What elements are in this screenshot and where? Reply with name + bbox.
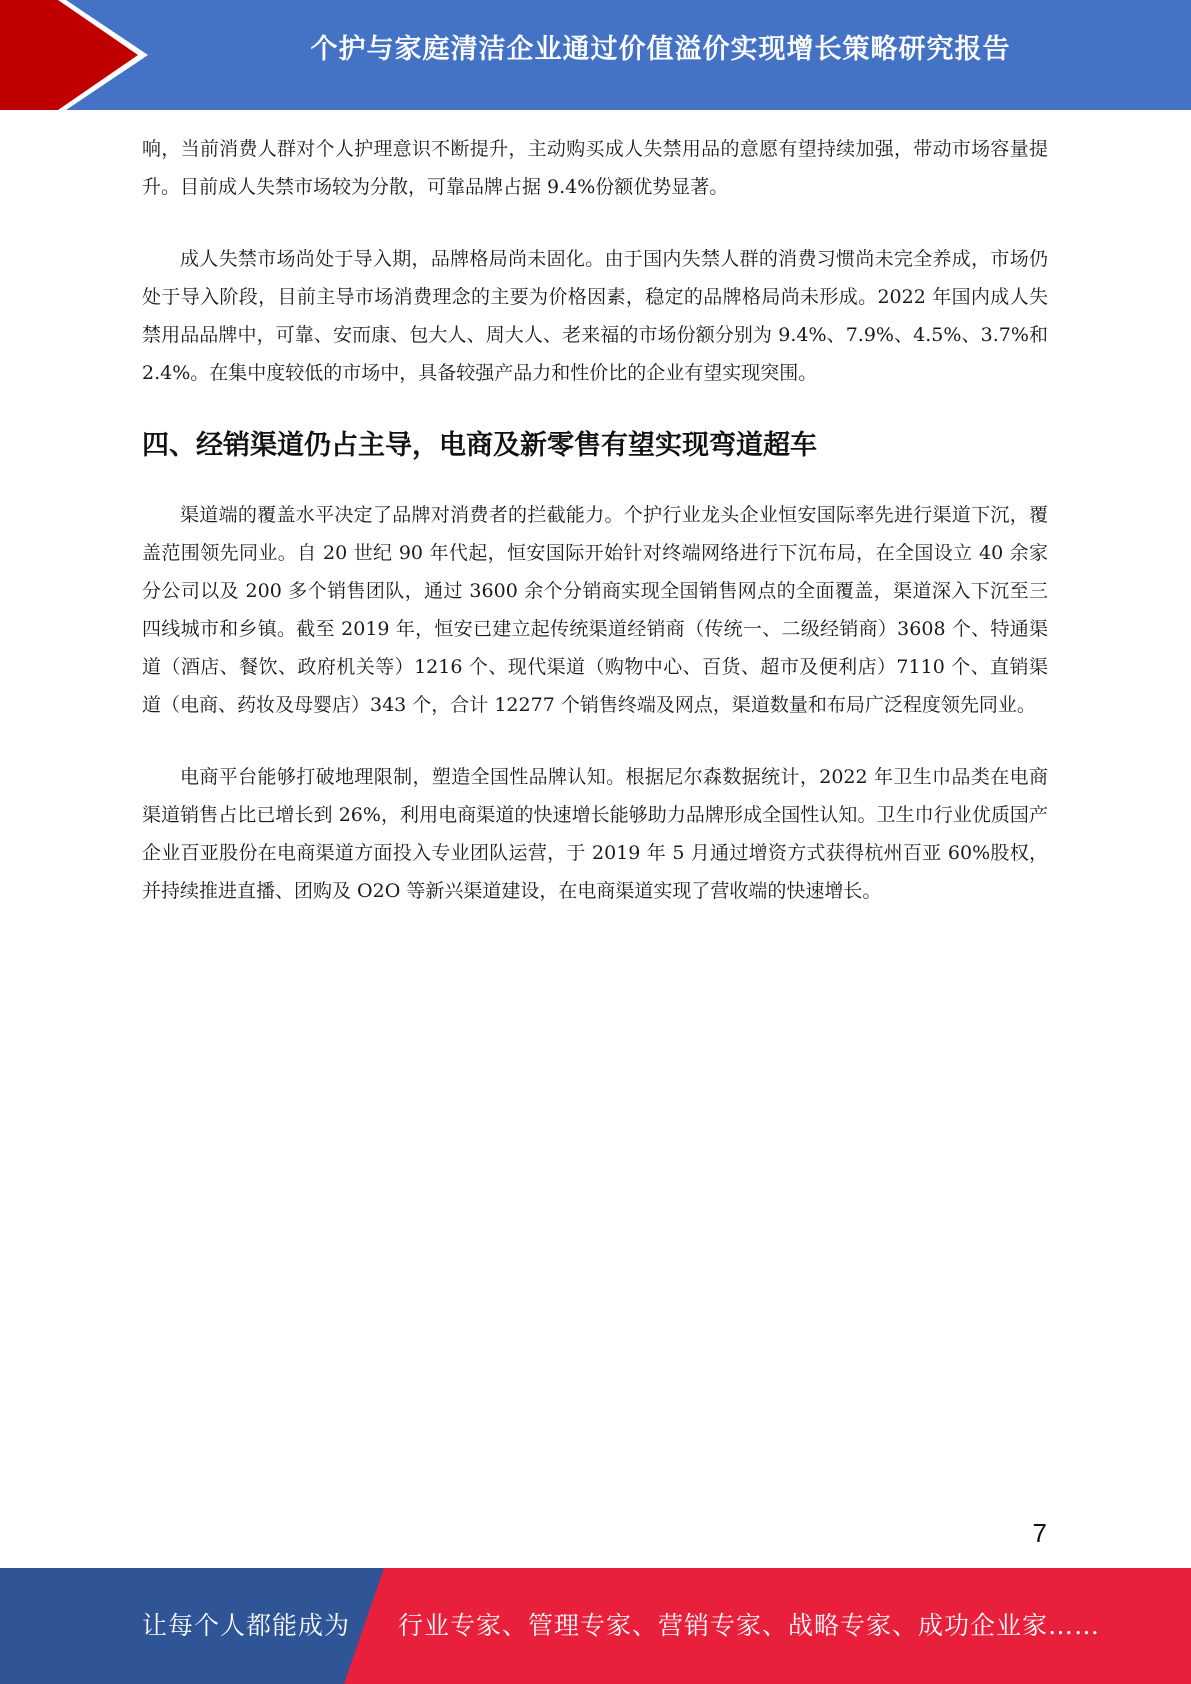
paragraph-hengan-channels: 渠道端的覆盖水平决定了品牌对消费者的拦截能力。个护行业龙头企业恒安国际率先进行渠道下沉，覆盖范围领先同业。自 20 世纪 90 年代起，恒安国际开始针对终端网络进行下沉布局，在全国设立 40 余家分公司以及 200 多个销售团队，通过 3600 余个分销商实现全国销售网点的全面覆盖，渠道深入下沉至三四线城市和乡镇。截至 2019 年，恒安已建立起传统渠道经销商（传统一、二级经销商）3608 个、特通渠道（酒店、餐饮、政府机关等）1216 个、现代渠道（购物中心、百货、超市及便利店）7110 个、直销渠道（电商、药妆及母婴店）343 个，合计 12277 个销售终端及网点，渠道数量和布局广泛程度领先同业。 [142,504,1048,716]
report-title: 个护与家庭清洁企业通过价值溢价实现增长策略研究报告 [310,34,1011,65]
page-header-band [0,0,1191,110]
paragraph-incontinence-market-share: 成人失禁市场尚处于导入期，品牌格局尚未固化。由于国内失禁人群的消费习惯尚未完全养成，市场仍处于导入阶段，目前主导市场消费理念的主要为价格因素，稳定的品牌格局尚未形成。2022 年国内成人失禁用品品牌中，可靠、安而康、包大人、周大人、老来福的市场份额分别为 9.4%、7.9%、4.5%、3.7%和 2.4%。在集中度较低的市场中，具备较强产品力和性价比的企业有望实现突围。 [142,248,1048,384]
page-footer-band [0,1568,1191,1684]
footer-slogan-lead: 让每个人都能成为 [142,1611,351,1640]
footer-slogan-roles: 行业专家、管理专家、营销专家、战略专家、成功企业家…… [398,1611,1101,1640]
page-number: 7 [1032,1518,1047,1548]
section-heading-channels: 四、经销渠道仍占主导，电商及新零售有望实现弯道超车 [142,430,817,461]
paragraph-incontinence-demand: 响，当前消费人群对个人护理意识不断提升，主动购买成人失禁用品的意愿有望持续加强，带动市场容量提升。目前成人失禁市场较为分散，可靠品牌占据 9.4%份额优势显著。 [142,138,1048,198]
chevron-arrow-icon [0,0,160,110]
paragraph-ecommerce-channels: 电商平台能够打破地理限制，塑造全国性品牌认知。根据尼尔森数据统计，2022 年卫生巾品类在电商渠道销售占比已增长到 26%，利用电商渠道的快速增长能够助力品牌形成全国性认知。卫生巾行业优质国产企业百亚股份在电商渠道方面投入专业团队运营，于 2019 年 5 月通过增资方式获得杭州百亚 60%股权，并持续推进直播、团购及 O2O 等新兴渠道建设，在电商渠道实现了营收端的快速增长。 [142,766,1048,902]
document-body [142,130,1048,944]
